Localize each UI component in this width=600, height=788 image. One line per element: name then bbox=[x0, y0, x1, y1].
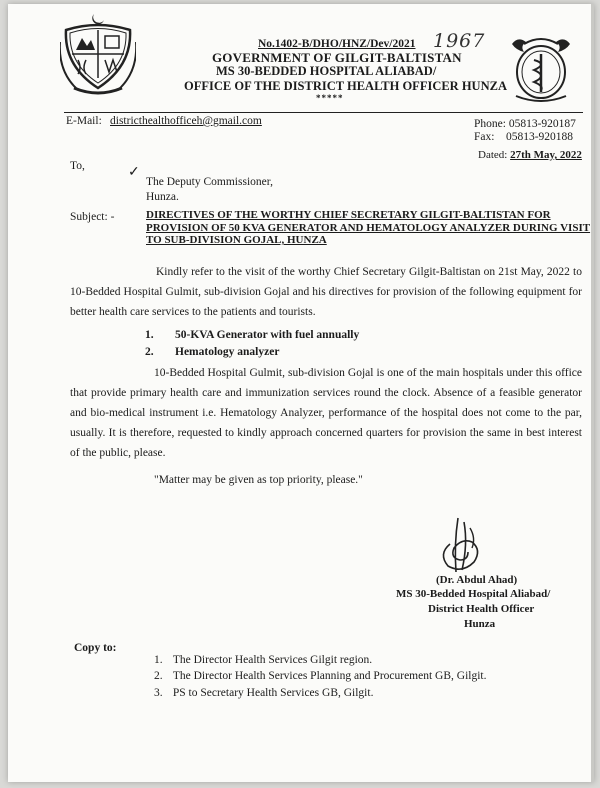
signatory-name: (Dr. Abdul Ahad) bbox=[436, 574, 518, 586]
signatory-title-2: District Health Officer bbox=[428, 603, 535, 615]
recipient-line-1: The Deputy Commissioner, bbox=[146, 176, 273, 188]
body-paragraph-1: Kindly refer to the visit of the worthy Chief Secretary Gilgit-Baltistan on 21st May, 2022 to 10-Bedded Hospital Gulmit, sub-division Gojal and his directives for provision of the following equipment for better health care services to the patients and tourists. bbox=[70, 266, 582, 318]
list-item-text: 50-KVA Generator with fuel annually bbox=[175, 329, 360, 341]
fax-label: Fax: bbox=[474, 131, 495, 143]
signatory-title-3: Hunza bbox=[464, 618, 496, 630]
body-paragraph-2: 10-Bedded Hospital Gulmit, sub-division Gojal is one of the main hospitals under this office that provide primary health care and immunization services round the clock. Absence of a feasible generator and bio-medical instrument i.e. Hematology Analyzer, performance of the hospital does not come to the par, usually. It is therefore, requested to kindly approach concerned quarters for provision the same in best interest of the public, please. bbox=[70, 367, 582, 459]
copy-to-item bbox=[154, 687, 373, 699]
copy-to-number: 3. bbox=[154, 687, 163, 699]
subject-text: DIRECTIVES OF THE WORTHY CHIEF SECRETARY GILGIT-BALTISTAN FOR PROVISION OF 50 KVA GENERATOR AND HEMATOLOGY ANALYZER DURING VISIT TO SUB-DIVISION GOJAL, HUNZA bbox=[146, 209, 591, 246]
fax-line bbox=[474, 131, 573, 143]
email-link[interactable]: districthealthofficeh@gmail.com bbox=[110, 115, 262, 127]
to-label: To, bbox=[70, 160, 85, 172]
list-item bbox=[145, 346, 279, 358]
copy-to-item bbox=[154, 654, 372, 666]
date-label: Dated: bbox=[478, 149, 508, 161]
subject-label: Subject: - bbox=[70, 211, 115, 223]
phone-label: Phone: bbox=[474, 118, 506, 130]
header-divider bbox=[64, 112, 583, 113]
copy-to-number: 1. bbox=[154, 654, 163, 666]
list-item-text: Hematology analyzer bbox=[175, 346, 280, 358]
date-line bbox=[478, 149, 582, 161]
office-heading: OFFICE OF THE DISTRICT HEALTH OFFICER HUNZA bbox=[184, 79, 507, 93]
checkmark-icon: ✓ bbox=[128, 165, 140, 180]
list-item bbox=[145, 329, 359, 341]
phone-number: 05813-920187 bbox=[508, 118, 576, 130]
phone-line bbox=[474, 118, 576, 130]
copy-to-item bbox=[154, 670, 487, 682]
email-label: E-Mail: bbox=[66, 115, 102, 127]
copy-to-number: 2. bbox=[154, 670, 163, 682]
list-item-number: 2. bbox=[145, 346, 154, 358]
copy-to-text: The Director Health Services Gilgit region. bbox=[172, 654, 373, 666]
gilgit-baltistan-emblem-icon bbox=[60, 12, 136, 96]
list-item-number: 1. bbox=[145, 329, 154, 341]
fax-number: 05813-920188 bbox=[505, 131, 574, 143]
copy-to-text: PS to Secretary Health Services GB, Gilgit. bbox=[172, 687, 374, 699]
hospital-heading: MS 30-BEDDED HOSPITAL ALIABAD/ bbox=[216, 64, 437, 78]
copy-to-label: Copy to: bbox=[74, 642, 117, 654]
date-value: 27th May, 2022 bbox=[510, 149, 582, 161]
letter-page bbox=[8, 4, 594, 782]
government-heading: GOVERNMENT OF GILGIT-BALTISTAN bbox=[212, 50, 462, 65]
recipient-line-2: Hunza. bbox=[146, 191, 179, 203]
priority-note: "Matter may be given as top priority, please." bbox=[154, 474, 363, 486]
copy-to-text: The Director Health Services Planning and Procurement GB, Gilgit. bbox=[172, 670, 487, 682]
heading-stars: ***** bbox=[316, 93, 344, 103]
reference-number: No.1402-B/DHO/HNZ/Dev/2021 bbox=[258, 38, 416, 50]
signatory-title-1: MS 30-Bedded Hospital Aliabad/ bbox=[396, 588, 551, 600]
health-department-logo-icon bbox=[504, 32, 578, 104]
handwritten-diary-number: 1967 bbox=[433, 30, 486, 52]
